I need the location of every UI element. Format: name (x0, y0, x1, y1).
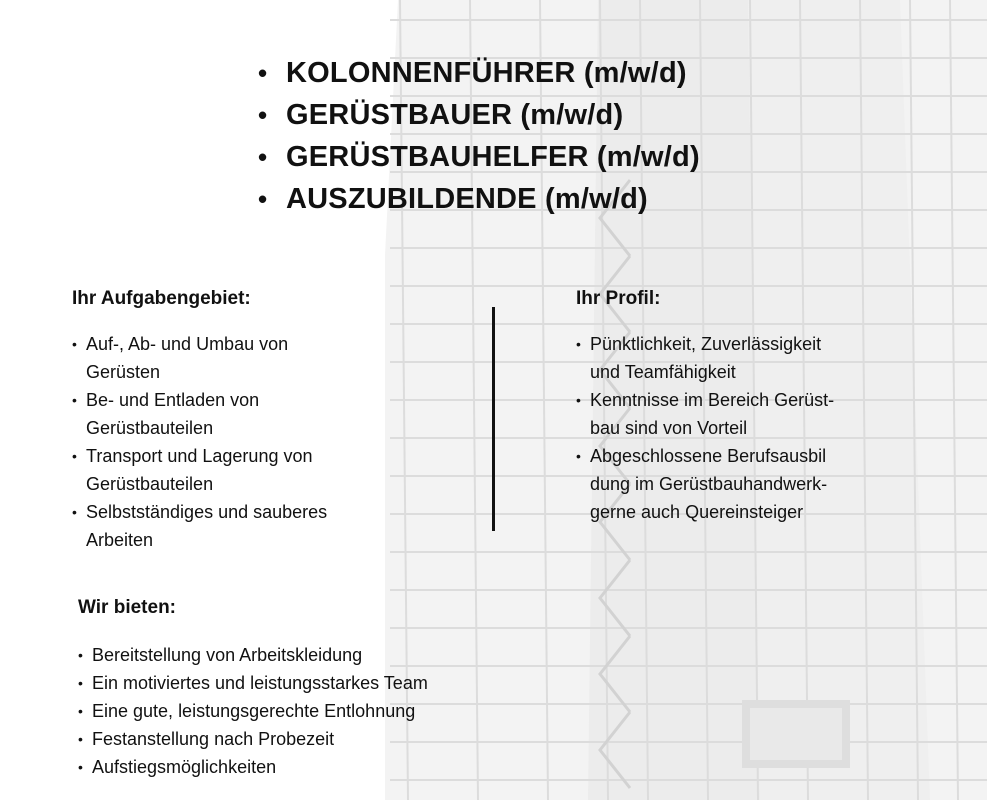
position-item: • AUSZUBILDENDE (m/w/d) (258, 178, 700, 220)
list-item: • Kenntnisse im Bereich Gerüst- bau sind von Vorteil (576, 390, 835, 438)
bullet: • (258, 142, 268, 172)
column-divider (492, 307, 495, 531)
aufgaben-list (72, 330, 327, 554)
list-item: • Selbstständiges und sauberes Arbeiten (72, 502, 328, 550)
list-item: • Abgeschlossene Berufsausbil dung im Gerüstbauhandwerk- gerne auch Quereinsteiger (576, 446, 828, 522)
profil-heading: Ihr Profil: (576, 288, 661, 309)
bullet: • (258, 184, 268, 214)
list-item: • Festanstellung nach Probezeit (78, 729, 335, 749)
bullet: • (258, 100, 268, 130)
list-item: • Pünktlichkeit, Zuverlässigkeit und Teamfähigkeit (576, 334, 822, 382)
list-item: • Aufstiegsmöglichkeiten (78, 757, 277, 777)
bieten-list (78, 641, 428, 781)
list-item: • Auf-, Ab- und Umbau von Gerüsten (72, 334, 289, 382)
bullet: • (258, 58, 268, 88)
positions-list (258, 52, 700, 220)
bieten-heading: Wir bieten: (78, 597, 176, 618)
list-item: • Transport und Lagerung von Gerüstbauteilen (72, 446, 313, 494)
aufgaben-heading: Ihr Aufgabengebiet: (72, 288, 251, 309)
list-item: • Eine gute, leistungsgerechte Entlohnung (78, 701, 416, 721)
profil-list (576, 330, 834, 526)
list-item: • Bereitstellung von Arbeitskleidung (78, 645, 363, 665)
position-item: • GERÜSTBAUER (m/w/d) (258, 94, 700, 136)
position-item: • GERÜSTBAUHELFER (m/w/d) (258, 136, 700, 178)
list-item: • Ein motiviertes und leistungsstarkes Team (78, 673, 428, 693)
position-item: • KOLONNENFÜHRER (m/w/d) (258, 52, 700, 94)
list-item: • Be- und Entladen von Gerüstbauteilen (72, 390, 260, 438)
